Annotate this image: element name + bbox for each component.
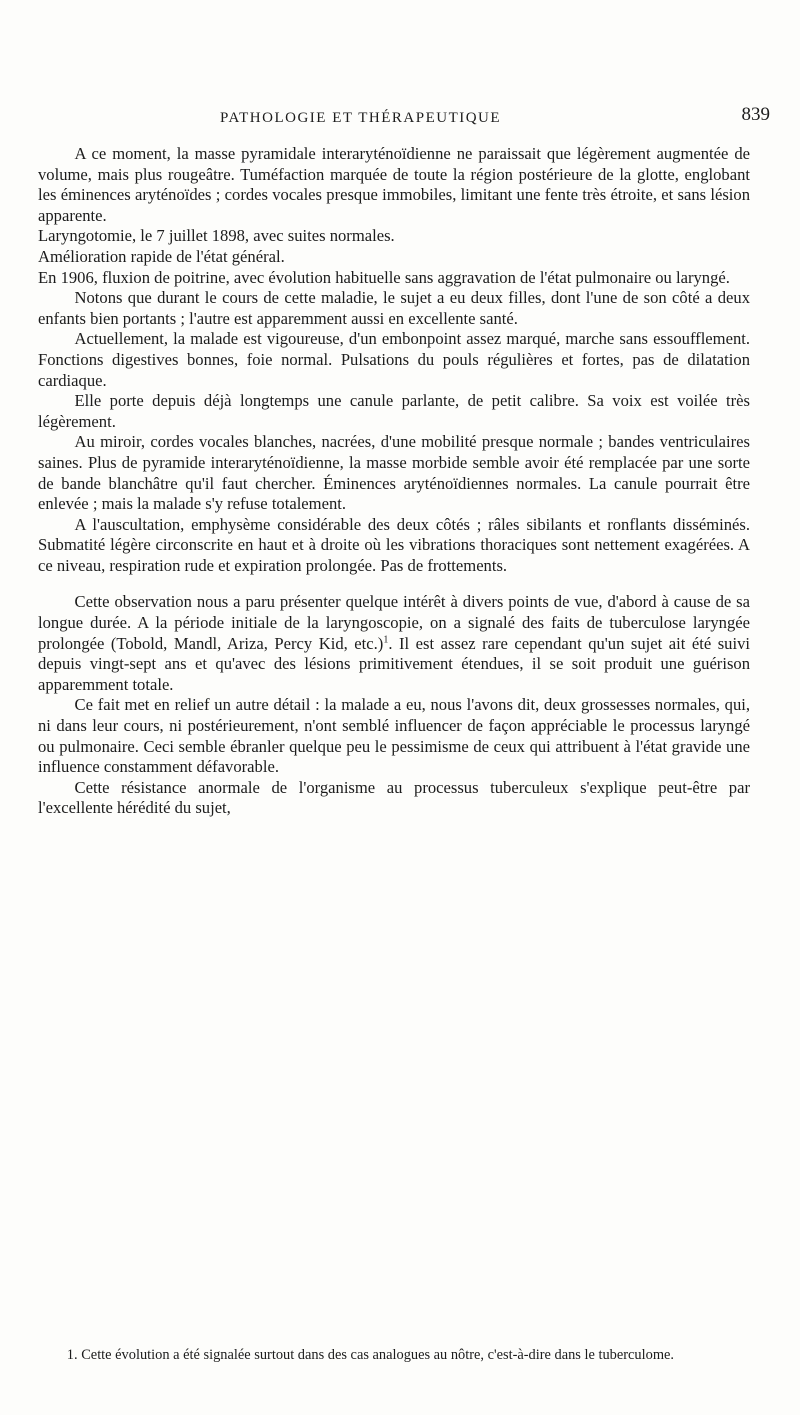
paragraph: Cette résistance anormale de l'organisme au processus tuberculeux s'explique peut-être par l'excellente hérédité du sujet, [38, 777, 750, 818]
paragraph: A l'auscultation, emphysème considérable des deux côtés ; râles sibilants et ronflants disséminés. Submatité légère circonscrite en haut et à droite où les vibrations thoraciques sont nettement exagérées. A ce niveau, respiration rude et expiration prolongée. Pas de frottements. [38, 514, 750, 575]
paragraph: Notons que durant le cours de cette maladie, le sujet a eu deux filles, dont l'une de son côté a deux enfants bien portants ; l'autre est apparemment aussi en excellente santé. [38, 288, 750, 328]
footnote-text: Cette évolution a été signalée surtout dans des cas analogues au nôtre, c'est-à-dire dans le tuberculome. [81, 1347, 675, 1363]
page-header [60, 104, 770, 132]
paragraph: Laryngotomie, le 7 juillet 1898, avec suites normales. [38, 226, 395, 246]
footnote [38, 1346, 750, 1364]
running-head: PATHOLOGIE ET THÉRAPEUTIQUE [220, 110, 502, 126]
paragraph: Amélioration rapide de l'état général. [38, 246, 285, 266]
paragraph [38, 592, 750, 695]
paragraph-text: . Il est assez rare cependant qu'un sujet ait été suivi depuis vingt-sept ans et qu'avec des lésions primitivement étendues, il se soit produit une guérison apparemment totale. [38, 633, 750, 694]
footnote-reference[interactable]: 1 [383, 634, 389, 646]
footnote-number: 1. [66, 1347, 78, 1363]
paragraph: Actuellement, la malade est vigoureuse, d'un embonpoint assez marqué, marche sans essoufflement. Fonctions digestives bonnes, foie normal. Pulsations du pouls régulières et fortes, pas de dilatation cardiaque. [38, 329, 750, 390]
paragraph: A ce moment, la masse pyramidale interaryténoïdienne ne paraissait que légèrement augmentée de volume, mais plus rougeâtre. Tuméfaction marquée de toute la région postérieure de la glotte, englobant les éminences aryténoïdes ; cordes vocales presque immobiles, limitant une fente très étroite, et sans lésion apparente. [38, 144, 750, 225]
paragraph: En 1906, fluxion de poitrine, avec évolution habituelle sans aggravation de l'état pulmonaire ou laryngé. [38, 267, 730, 287]
paragraph: Ce fait met en relief un autre détail : la malade a eu, nous l'avons dit, deux grossesses normales, qui, ni dans leur cours, ni postérieurement, n'ont semblé influencer de façon appréciable le processus laryngé ou pulmonaire. Ceci semble ébranler quelque peu le pessimisme de ceux qui attribuent à l'état gravide une influence constamment défavorable. [38, 695, 750, 777]
main-text [38, 144, 750, 819]
page-number: 839 [741, 104, 770, 125]
paragraph-text: Cette observation nous a paru présenter quelque intérêt à divers points de vue, d'abord à cause de sa longue durée. A la période initiale de la laryngoscopie, on a signalé des faits de tuberculose laryngée prolongée (Tobold, Mandl, Ariza, Percy Kid, etc.) [38, 592, 750, 653]
paragraph: Au miroir, cordes vocales blanches, nacrées, d'une mobilité presque normale ; bandes ventriculaires saines. Plus de pyramide interaryténoïdienne, la masse morbide semble avoir été remplacée par une sorte de bande blanchâtre qu'il faut chercher. Éminences aryténoïdiennes normales. La canule pourrait être enlevée ; mais la malade s'y refuse totalement. [38, 432, 750, 514]
paragraph: Elle porte depuis déjà longtemps une canule parlante, de petit calibre. Sa voix est voilée très légèrement. [38, 391, 750, 431]
